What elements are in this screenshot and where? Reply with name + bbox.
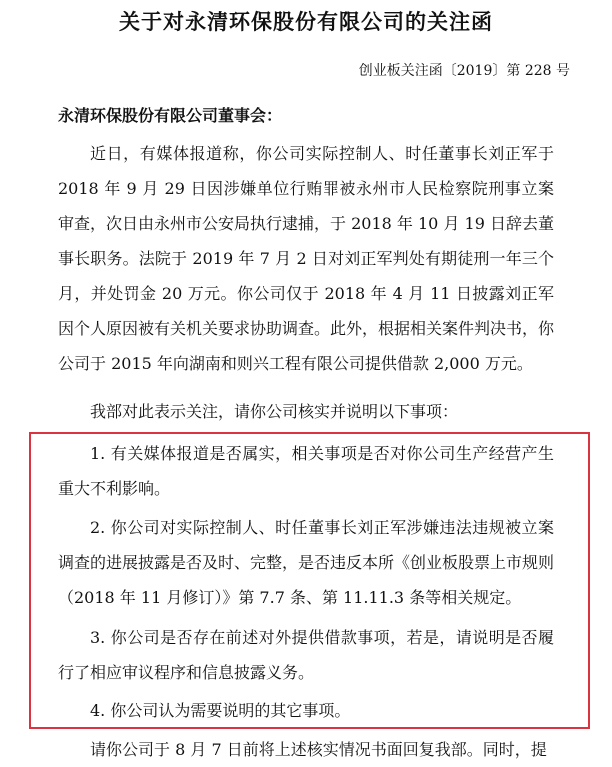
body-paragraph-2: 我部对此表示关注，请你公司核实并说明以下事项： <box>90 402 459 421</box>
item-3: 3. 你公司是否存在前述对外提供借款事项，若是，请说明是否履行了相应审议程序和信息披露义务。 <box>58 628 554 682</box>
item-4: 4. 你公司认为需要说明的其它事项。 <box>90 701 351 720</box>
item-1: 1. 有关媒体报道是否属实，相关事项是否对你公司生产经营产生重大不利影响。 <box>58 444 554 498</box>
document-title: 关于对永清环保股份有限公司的关注函 <box>119 9 493 34</box>
document-number: 创业板关注函〔2019〕第 228 号 <box>358 63 570 79</box>
addressee: 永清环保股份有限公司董事会： <box>58 106 283 125</box>
body-paragraph-1: 近日，有媒体报道称，你公司实际控制人、时任董事长刘正军于 2018 年 9 月 29 日因涉嫌单位行贿罪被永州市人民检察院刑事立案审查，次日由永州市公安局执行逮捕，于 2018 年 10 月 19 日辞去董事长职务。法院于 2019 年 7 月 2 日对刘正军判处有期徒刑一年三个月，并处罚金 20 万元。你公司仅于 2018 年 4 月 11 日披露刘正军因个人原因被有关机关要求协助调查。此外，根据相关案件判决书，你公司于 2015 年向湖南和则兴工程有限公司提供借款 2,000 万元。 <box>58 144 555 373</box>
highlighted-items-box <box>29 432 590 729</box>
body-paragraph-3: 请你公司于 8 月 7 日前将上述核实情况书面回复我部。同时，提 <box>90 740 547 759</box>
item-2: 2. 你公司对实际控制人、时任董事长刘正军涉嫌违法违规被立案调查的进展披露是否及时、完整，是否违反本所《创业板股票上市规则（2018 年 11 月修订）》第 7.7 条、第 11.11.3 条等相关规定。 <box>58 518 555 607</box>
